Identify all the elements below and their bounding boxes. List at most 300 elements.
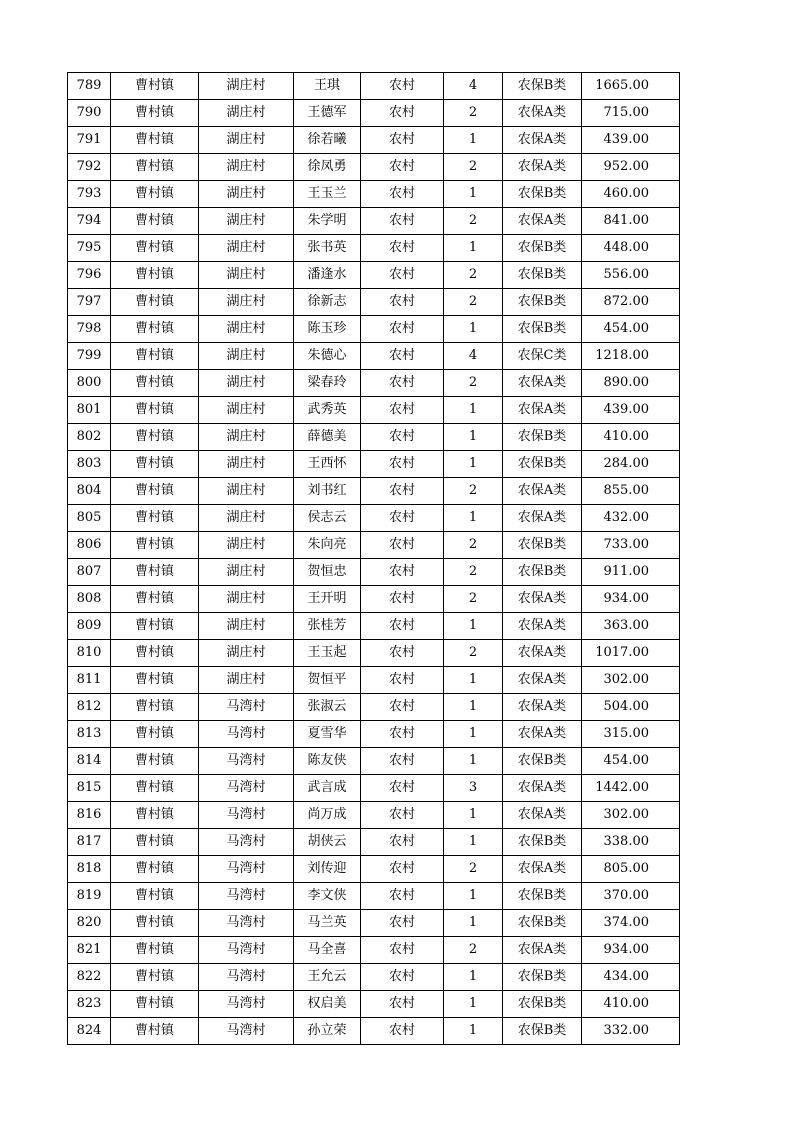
category-cell: 农保B类 xyxy=(503,316,582,343)
row-number: 813 xyxy=(68,721,111,748)
amount-cell: 338.00 xyxy=(582,829,680,856)
village-cell: 湖庄村 xyxy=(199,532,294,559)
row-number: 812 xyxy=(68,694,111,721)
row-number: 821 xyxy=(68,937,111,964)
member-count-cell: 2 xyxy=(444,559,503,586)
amount-cell: 439.00 xyxy=(582,127,680,154)
village-cell: 湖庄村 xyxy=(199,73,294,100)
household-type-cell: 农村 xyxy=(361,181,444,208)
category-cell: 农保A类 xyxy=(503,505,582,532)
table-row xyxy=(68,397,680,424)
household-type-cell: 农村 xyxy=(361,640,444,667)
village-cell: 湖庄村 xyxy=(199,640,294,667)
amount-cell: 363.00 xyxy=(582,613,680,640)
member-count-cell: 1 xyxy=(444,181,503,208)
member-count-cell: 4 xyxy=(444,343,503,370)
household-type-cell: 农村 xyxy=(361,802,444,829)
town-cell: 曹村镇 xyxy=(111,370,199,397)
table-row xyxy=(68,694,680,721)
table-row xyxy=(68,964,680,991)
name-cell: 朱向亮 xyxy=(294,532,361,559)
village-cell: 湖庄村 xyxy=(199,181,294,208)
household-type-cell: 农村 xyxy=(361,1018,444,1045)
table-row xyxy=(68,802,680,829)
category-cell: 农保A类 xyxy=(503,127,582,154)
amount-cell: 1017.00 xyxy=(582,640,680,667)
category-cell: 农保B类 xyxy=(503,289,582,316)
row-number: 819 xyxy=(68,883,111,910)
amount-cell: 1218.00 xyxy=(582,343,680,370)
member-count-cell: 1 xyxy=(444,910,503,937)
category-cell: 农保A类 xyxy=(503,721,582,748)
table-row xyxy=(68,100,680,127)
name-cell: 王德军 xyxy=(294,100,361,127)
village-cell: 湖庄村 xyxy=(199,667,294,694)
amount-cell: 890.00 xyxy=(582,370,680,397)
household-type-cell: 农村 xyxy=(361,262,444,289)
amount-cell: 448.00 xyxy=(582,235,680,262)
table-row xyxy=(68,532,680,559)
name-cell: 朱德心 xyxy=(294,343,361,370)
member-count-cell: 1 xyxy=(444,397,503,424)
category-cell: 农保B类 xyxy=(503,235,582,262)
town-cell: 曹村镇 xyxy=(111,640,199,667)
member-count-cell: 1 xyxy=(444,127,503,154)
village-cell: 马湾村 xyxy=(199,964,294,991)
row-number: 806 xyxy=(68,532,111,559)
category-cell: 农保A类 xyxy=(503,802,582,829)
category-cell: 农保A类 xyxy=(503,613,582,640)
amount-cell: 434.00 xyxy=(582,964,680,991)
town-cell: 曹村镇 xyxy=(111,721,199,748)
beneficiary-table xyxy=(67,72,680,1045)
household-type-cell: 农村 xyxy=(361,424,444,451)
amount-cell: 315.00 xyxy=(582,721,680,748)
member-count-cell: 1 xyxy=(444,451,503,478)
amount-cell: 841.00 xyxy=(582,208,680,235)
village-cell: 湖庄村 xyxy=(199,370,294,397)
amount-cell: 1665.00 xyxy=(582,73,680,100)
table-row xyxy=(68,262,680,289)
name-cell: 王允云 xyxy=(294,964,361,991)
row-number: 800 xyxy=(68,370,111,397)
category-cell: 农保C类 xyxy=(503,343,582,370)
row-number: 808 xyxy=(68,586,111,613)
name-cell: 武言成 xyxy=(294,775,361,802)
amount-cell: 454.00 xyxy=(582,316,680,343)
household-type-cell: 农村 xyxy=(361,856,444,883)
household-type-cell: 农村 xyxy=(361,316,444,343)
member-count-cell: 3 xyxy=(444,775,503,802)
member-count-cell: 2 xyxy=(444,478,503,505)
member-count-cell: 2 xyxy=(444,100,503,127)
category-cell: 农保B类 xyxy=(503,910,582,937)
name-cell: 王琪 xyxy=(294,73,361,100)
village-cell: 马湾村 xyxy=(199,856,294,883)
village-cell: 湖庄村 xyxy=(199,451,294,478)
village-cell: 马湾村 xyxy=(199,829,294,856)
category-cell: 农保B类 xyxy=(503,451,582,478)
household-type-cell: 农村 xyxy=(361,910,444,937)
town-cell: 曹村镇 xyxy=(111,748,199,775)
town-cell: 曹村镇 xyxy=(111,262,199,289)
town-cell: 曹村镇 xyxy=(111,100,199,127)
town-cell: 曹村镇 xyxy=(111,424,199,451)
amount-cell: 302.00 xyxy=(582,667,680,694)
table-row xyxy=(68,856,680,883)
town-cell: 曹村镇 xyxy=(111,667,199,694)
village-cell: 湖庄村 xyxy=(199,586,294,613)
table-row xyxy=(68,208,680,235)
row-number: 820 xyxy=(68,910,111,937)
household-type-cell: 农村 xyxy=(361,505,444,532)
member-count-cell: 2 xyxy=(444,154,503,181)
household-type-cell: 农村 xyxy=(361,883,444,910)
name-cell: 张淑云 xyxy=(294,694,361,721)
row-number: 823 xyxy=(68,991,111,1018)
row-number: 807 xyxy=(68,559,111,586)
amount-cell: 934.00 xyxy=(582,586,680,613)
household-type-cell: 农村 xyxy=(361,748,444,775)
member-count-cell: 2 xyxy=(444,532,503,559)
row-number: 805 xyxy=(68,505,111,532)
row-number: 791 xyxy=(68,127,111,154)
table-row xyxy=(68,586,680,613)
table-row xyxy=(68,559,680,586)
name-cell: 孙立荣 xyxy=(294,1018,361,1045)
household-type-cell: 农村 xyxy=(361,829,444,856)
category-cell: 农保B类 xyxy=(503,1018,582,1045)
name-cell: 胡侠云 xyxy=(294,829,361,856)
village-cell: 马湾村 xyxy=(199,910,294,937)
member-count-cell: 1 xyxy=(444,883,503,910)
amount-cell: 715.00 xyxy=(582,100,680,127)
member-count-cell: 2 xyxy=(444,640,503,667)
category-cell: 农保A类 xyxy=(503,208,582,235)
name-cell: 王玉兰 xyxy=(294,181,361,208)
name-cell: 王西怀 xyxy=(294,451,361,478)
member-count-cell: 1 xyxy=(444,667,503,694)
row-number: 816 xyxy=(68,802,111,829)
town-cell: 曹村镇 xyxy=(111,289,199,316)
name-cell: 张桂芳 xyxy=(294,613,361,640)
village-cell: 湖庄村 xyxy=(199,100,294,127)
row-number: 793 xyxy=(68,181,111,208)
amount-cell: 454.00 xyxy=(582,748,680,775)
table-row xyxy=(68,1018,680,1045)
row-number: 811 xyxy=(68,667,111,694)
table-row xyxy=(68,424,680,451)
name-cell: 潘逢水 xyxy=(294,262,361,289)
village-cell: 湖庄村 xyxy=(199,613,294,640)
category-cell: 农保A类 xyxy=(503,154,582,181)
amount-cell: 370.00 xyxy=(582,883,680,910)
member-count-cell: 1 xyxy=(444,1018,503,1045)
amount-cell: 439.00 xyxy=(582,397,680,424)
row-number: 822 xyxy=(68,964,111,991)
row-number: 803 xyxy=(68,451,111,478)
household-type-cell: 农村 xyxy=(361,208,444,235)
table-row xyxy=(68,775,680,802)
village-cell: 湖庄村 xyxy=(199,343,294,370)
table-row xyxy=(68,721,680,748)
member-count-cell: 1 xyxy=(444,505,503,532)
member-count-cell: 2 xyxy=(444,262,503,289)
town-cell: 曹村镇 xyxy=(111,991,199,1018)
town-cell: 曹村镇 xyxy=(111,964,199,991)
town-cell: 曹村镇 xyxy=(111,154,199,181)
name-cell: 尚万成 xyxy=(294,802,361,829)
table-row xyxy=(68,829,680,856)
table-row xyxy=(68,991,680,1018)
town-cell: 曹村镇 xyxy=(111,910,199,937)
row-number: 792 xyxy=(68,154,111,181)
name-cell: 夏雪华 xyxy=(294,721,361,748)
category-cell: 农保B类 xyxy=(503,181,582,208)
name-cell: 李文侠 xyxy=(294,883,361,910)
village-cell: 马湾村 xyxy=(199,991,294,1018)
village-cell: 湖庄村 xyxy=(199,289,294,316)
household-type-cell: 农村 xyxy=(361,154,444,181)
category-cell: 农保A类 xyxy=(503,397,582,424)
category-cell: 农保A类 xyxy=(503,100,582,127)
town-cell: 曹村镇 xyxy=(111,235,199,262)
row-number: 809 xyxy=(68,613,111,640)
category-cell: 农保A类 xyxy=(503,694,582,721)
town-cell: 曹村镇 xyxy=(111,856,199,883)
table-row xyxy=(68,667,680,694)
village-cell: 马湾村 xyxy=(199,694,294,721)
table-row xyxy=(68,478,680,505)
name-cell: 王玉起 xyxy=(294,640,361,667)
household-type-cell: 农村 xyxy=(361,964,444,991)
name-cell: 贺恒平 xyxy=(294,667,361,694)
town-cell: 曹村镇 xyxy=(111,478,199,505)
town-cell: 曹村镇 xyxy=(111,883,199,910)
household-type-cell: 农村 xyxy=(361,127,444,154)
row-number: 810 xyxy=(68,640,111,667)
village-cell: 湖庄村 xyxy=(199,505,294,532)
amount-cell: 460.00 xyxy=(582,181,680,208)
row-number: 795 xyxy=(68,235,111,262)
member-count-cell: 1 xyxy=(444,748,503,775)
table-row xyxy=(68,613,680,640)
household-type-cell: 农村 xyxy=(361,235,444,262)
village-cell: 马湾村 xyxy=(199,721,294,748)
village-cell: 湖庄村 xyxy=(199,262,294,289)
member-count-cell: 1 xyxy=(444,613,503,640)
member-count-cell: 1 xyxy=(444,235,503,262)
household-type-cell: 农村 xyxy=(361,613,444,640)
table-row xyxy=(68,154,680,181)
row-number: 789 xyxy=(68,73,111,100)
village-cell: 马湾村 xyxy=(199,775,294,802)
name-cell: 贺恒忠 xyxy=(294,559,361,586)
category-cell: 农保B类 xyxy=(503,262,582,289)
name-cell: 陈友侠 xyxy=(294,748,361,775)
household-type-cell: 农村 xyxy=(361,721,444,748)
category-cell: 农保A类 xyxy=(503,586,582,613)
village-cell: 湖庄村 xyxy=(199,235,294,262)
name-cell: 刘书红 xyxy=(294,478,361,505)
town-cell: 曹村镇 xyxy=(111,586,199,613)
table-row xyxy=(68,127,680,154)
amount-cell: 556.00 xyxy=(582,262,680,289)
category-cell: 农保B类 xyxy=(503,964,582,991)
amount-cell: 302.00 xyxy=(582,802,680,829)
amount-cell: 911.00 xyxy=(582,559,680,586)
village-cell: 马湾村 xyxy=(199,883,294,910)
amount-cell: 934.00 xyxy=(582,937,680,964)
row-number: 797 xyxy=(68,289,111,316)
row-number: 790 xyxy=(68,100,111,127)
member-count-cell: 1 xyxy=(444,316,503,343)
household-type-cell: 农村 xyxy=(361,73,444,100)
row-number: 815 xyxy=(68,775,111,802)
row-number: 801 xyxy=(68,397,111,424)
name-cell: 朱学明 xyxy=(294,208,361,235)
table-row xyxy=(68,640,680,667)
town-cell: 曹村镇 xyxy=(111,127,199,154)
row-number: 802 xyxy=(68,424,111,451)
town-cell: 曹村镇 xyxy=(111,559,199,586)
member-count-cell: 1 xyxy=(444,829,503,856)
table-row xyxy=(68,910,680,937)
amount-cell: 872.00 xyxy=(582,289,680,316)
amount-cell: 805.00 xyxy=(582,856,680,883)
category-cell: 农保B类 xyxy=(503,829,582,856)
village-cell: 湖庄村 xyxy=(199,154,294,181)
town-cell: 曹村镇 xyxy=(111,613,199,640)
household-type-cell: 农村 xyxy=(361,370,444,397)
name-cell: 武秀英 xyxy=(294,397,361,424)
member-count-cell: 2 xyxy=(444,370,503,397)
town-cell: 曹村镇 xyxy=(111,505,199,532)
table-row xyxy=(68,883,680,910)
amount-cell: 374.00 xyxy=(582,910,680,937)
row-number: 794 xyxy=(68,208,111,235)
row-number: 799 xyxy=(68,343,111,370)
amount-cell: 504.00 xyxy=(582,694,680,721)
village-cell: 马湾村 xyxy=(199,802,294,829)
category-cell: 农保A类 xyxy=(503,667,582,694)
amount-cell: 1442.00 xyxy=(582,775,680,802)
category-cell: 农保B类 xyxy=(503,424,582,451)
village-cell: 湖庄村 xyxy=(199,208,294,235)
town-cell: 曹村镇 xyxy=(111,343,199,370)
category-cell: 农保B类 xyxy=(503,532,582,559)
member-count-cell: 2 xyxy=(444,208,503,235)
category-cell: 农保B类 xyxy=(503,748,582,775)
member-count-cell: 1 xyxy=(444,991,503,1018)
member-count-cell: 1 xyxy=(444,721,503,748)
name-cell: 梁春玲 xyxy=(294,370,361,397)
row-number: 818 xyxy=(68,856,111,883)
member-count-cell: 2 xyxy=(444,289,503,316)
table-row xyxy=(68,451,680,478)
town-cell: 曹村镇 xyxy=(111,694,199,721)
member-count-cell: 1 xyxy=(444,424,503,451)
town-cell: 曹村镇 xyxy=(111,181,199,208)
table-row xyxy=(68,289,680,316)
name-cell: 王开明 xyxy=(294,586,361,613)
table-row xyxy=(68,316,680,343)
village-cell: 湖庄村 xyxy=(199,397,294,424)
amount-cell: 410.00 xyxy=(582,424,680,451)
table-row xyxy=(68,748,680,775)
member-count-cell: 1 xyxy=(444,964,503,991)
row-number: 796 xyxy=(68,262,111,289)
town-cell: 曹村镇 xyxy=(111,937,199,964)
town-cell: 曹村镇 xyxy=(111,1018,199,1045)
row-number: 804 xyxy=(68,478,111,505)
category-cell: 农保A类 xyxy=(503,370,582,397)
village-cell: 马湾村 xyxy=(199,1018,294,1045)
name-cell: 侯志云 xyxy=(294,505,361,532)
amount-cell: 284.00 xyxy=(582,451,680,478)
household-type-cell: 农村 xyxy=(361,343,444,370)
town-cell: 曹村镇 xyxy=(111,316,199,343)
household-type-cell: 农村 xyxy=(361,397,444,424)
name-cell: 徐凤勇 xyxy=(294,154,361,181)
household-type-cell: 农村 xyxy=(361,478,444,505)
household-type-cell: 农村 xyxy=(361,775,444,802)
row-number: 824 xyxy=(68,1018,111,1045)
amount-cell: 855.00 xyxy=(582,478,680,505)
name-cell: 权启美 xyxy=(294,991,361,1018)
member-count-cell: 2 xyxy=(444,856,503,883)
name-cell: 马全喜 xyxy=(294,937,361,964)
table-row xyxy=(68,937,680,964)
household-type-cell: 农村 xyxy=(361,937,444,964)
member-count-cell: 2 xyxy=(444,586,503,613)
name-cell: 陈玉珍 xyxy=(294,316,361,343)
household-type-cell: 农村 xyxy=(361,532,444,559)
name-cell: 徐若曦 xyxy=(294,127,361,154)
village-cell: 马湾村 xyxy=(199,937,294,964)
village-cell: 湖庄村 xyxy=(199,478,294,505)
household-type-cell: 农村 xyxy=(361,694,444,721)
name-cell: 张书英 xyxy=(294,235,361,262)
amount-cell: 432.00 xyxy=(582,505,680,532)
amount-cell: 952.00 xyxy=(582,154,680,181)
name-cell: 马兰英 xyxy=(294,910,361,937)
town-cell: 曹村镇 xyxy=(111,208,199,235)
town-cell: 曹村镇 xyxy=(111,73,199,100)
row-number: 817 xyxy=(68,829,111,856)
amount-cell: 410.00 xyxy=(582,991,680,1018)
village-cell: 湖庄村 xyxy=(199,316,294,343)
row-number: 814 xyxy=(68,748,111,775)
town-cell: 曹村镇 xyxy=(111,829,199,856)
village-cell: 马湾村 xyxy=(199,748,294,775)
category-cell: 农保B类 xyxy=(503,883,582,910)
row-number: 798 xyxy=(68,316,111,343)
household-type-cell: 农村 xyxy=(361,991,444,1018)
table-row xyxy=(68,235,680,262)
village-cell: 湖庄村 xyxy=(199,127,294,154)
member-count-cell: 1 xyxy=(444,802,503,829)
household-type-cell: 农村 xyxy=(361,451,444,478)
category-cell: 农保B类 xyxy=(503,73,582,100)
category-cell: 农保A类 xyxy=(503,775,582,802)
table-row xyxy=(68,505,680,532)
household-type-cell: 农村 xyxy=(361,559,444,586)
table-body xyxy=(68,73,680,1045)
member-count-cell: 4 xyxy=(444,73,503,100)
amount-cell: 733.00 xyxy=(582,532,680,559)
village-cell: 湖庄村 xyxy=(199,559,294,586)
